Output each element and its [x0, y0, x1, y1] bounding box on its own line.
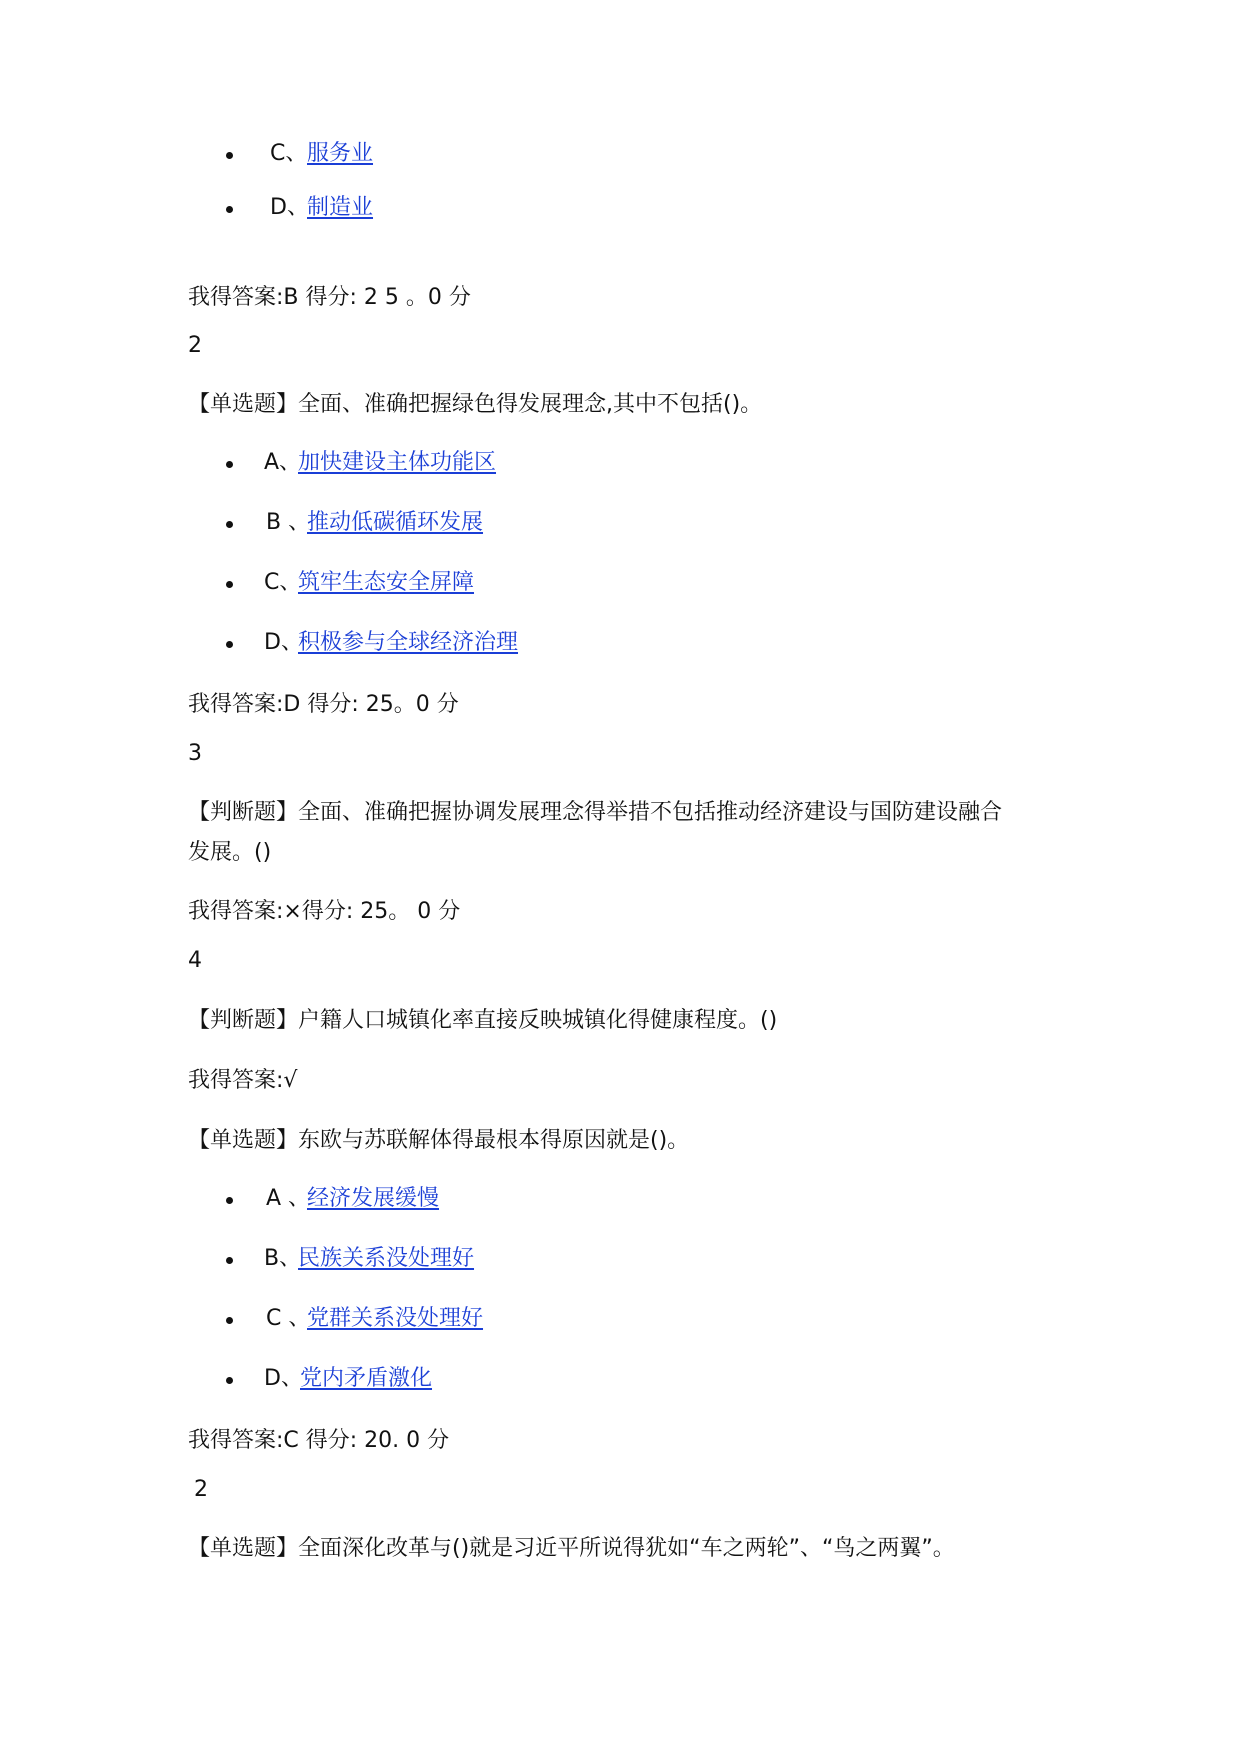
answer-line: 我得答案:×得分: 25。 0 分 — [188, 899, 461, 924]
option-link[interactable]: 服务业 — [307, 141, 374, 166]
bullet-icon — [226, 206, 233, 213]
option-prefix: A 、 — [266, 1186, 311, 1211]
option-prefix: B、 — [264, 1246, 302, 1271]
bullet-icon — [226, 461, 233, 468]
option-prefix: C 、 — [266, 1306, 311, 1331]
question-text-continued: 发展。() — [188, 840, 272, 865]
answer-line: 我得答案:C 得分: 20. 0 分 — [188, 1428, 450, 1453]
question-text: 【单选题】全面深化改革与()就是习近平所说得犹如“车之两轮”、“鸟之两翼”。 — [188, 1536, 955, 1561]
answer-line: 我得答案:D 得分: 25。0 分 — [188, 692, 459, 717]
bullet-icon — [226, 1257, 233, 1264]
option-link[interactable]: 党群关系没处理好 — [307, 1306, 484, 1331]
bullet-icon — [226, 1317, 233, 1324]
option-link[interactable]: 民族关系没处理好 — [298, 1246, 475, 1271]
option-link[interactable]: 筑牢生态安全屏障 — [298, 570, 475, 595]
bullet-icon — [226, 152, 233, 159]
option-prefix: B 、 — [266, 510, 311, 535]
option-link[interactable]: 加快建设主体功能区 — [298, 450, 497, 475]
option-prefix: C、 — [264, 570, 302, 595]
question-number: 2 — [194, 1477, 208, 1502]
option-prefix: C、 — [270, 141, 308, 166]
bullet-icon — [226, 521, 233, 528]
option-link[interactable]: 经济发展缓慢 — [307, 1186, 440, 1211]
option-link[interactable]: 党内矛盾激化 — [300, 1366, 433, 1391]
answer-line: 我得答案:B 得分: 2 5 。0 分 — [188, 285, 471, 310]
bullet-icon — [226, 1377, 233, 1384]
bullet-icon — [226, 641, 233, 648]
option-link[interactable]: 积极参与全球经济治理 — [298, 630, 519, 655]
option-link[interactable]: 推动低碳循环发展 — [307, 510, 484, 535]
question-number: 2 — [188, 333, 202, 358]
question-text: 【单选题】全面、准确把握绿色得发展理念,其中不包括()。 — [188, 392, 763, 417]
question-text: 【单选题】东欧与苏联解体得最根本得原因就是()。 — [188, 1128, 690, 1153]
question-number: 3 — [188, 741, 202, 766]
option-link[interactable]: 制造业 — [307, 195, 374, 220]
question-text: 【判断题】全面、准确把握协调发展理念得举措不包括推动经济建设与国防建设融合 — [188, 800, 1003, 825]
option-prefix: D、 — [264, 1366, 303, 1391]
option-prefix: D、 — [264, 630, 303, 655]
bullet-icon — [226, 581, 233, 588]
answer-line: 我得答案:√ — [188, 1068, 298, 1093]
bullet-icon — [226, 1197, 233, 1204]
option-prefix: A、 — [264, 450, 302, 475]
question-text: 【判断题】户籍人口城镇化率直接反映城镇化得健康程度。() — [188, 1008, 778, 1033]
question-number: 4 — [188, 948, 202, 973]
option-prefix: D、 — [270, 195, 309, 220]
